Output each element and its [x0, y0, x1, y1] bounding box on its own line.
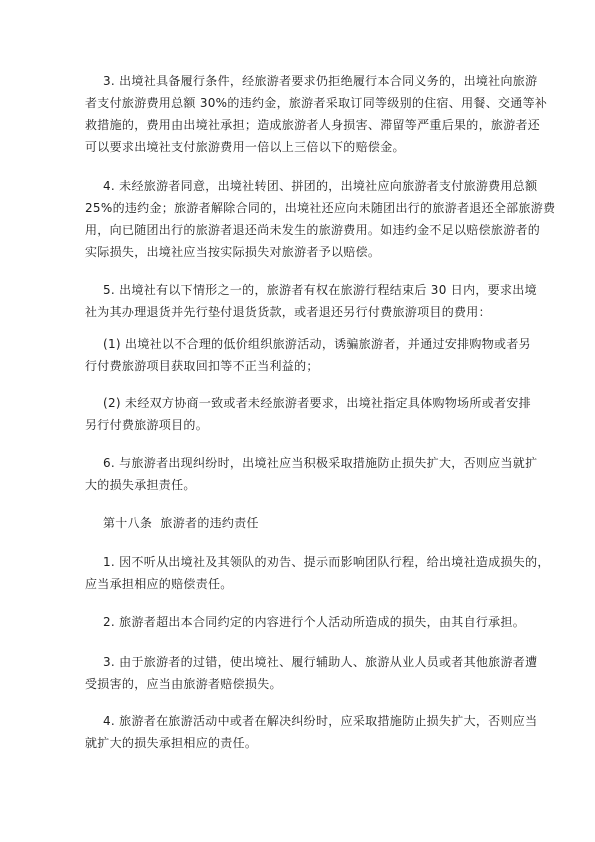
clause-paragraph — [85, 710, 538, 754]
text-line: 行付费旅游项目获取回扣等不正当利益的； — [85, 359, 319, 373]
text-line: 受损害的，应当由旅游者赔偿损失。 — [85, 677, 282, 691]
section-heading-text: 第十八条 旅游者的违约责任 — [103, 516, 259, 530]
text-line: 3. 由于旅游者的过错，使出境社、履行辅助人、旅游从业人员或者其他旅游者遭 — [103, 655, 538, 669]
text-line: (2) 未经双方协商一致或者未经旅游者要求，出境社指定具体购物场所或者安排 — [103, 396, 531, 410]
text-line: 就扩大的损失承担相应的责任。 — [85, 736, 258, 750]
text-line: (1) 出境社以不合理的低价组织旅游活动，诱骗旅游者，并通过安排购物或者另 — [103, 337, 531, 351]
text-line: 应当承担相应的赔偿责任。 — [85, 577, 233, 591]
text-line: 25%的违约金；旅游者解除合同的，出境社还应向未随团出行的旅游者退还全部旅游费 — [85, 201, 556, 215]
clause-paragraph — [85, 452, 538, 496]
clause-paragraph — [85, 651, 538, 695]
clause-paragraph — [85, 611, 525, 633]
text-line: 1. 因不听从出境社及其领队的劝告、提示而影响团队行程，给出境社造成损失的， — [103, 555, 550, 569]
text-line: 救措施的，费用由出境社承担；造成旅游者人身损害、滞留等严重后果的，旅游者还 — [85, 118, 541, 132]
sub-clause-paragraph — [85, 392, 531, 436]
text-line: 4. 未经旅游者同意，出境社转团、拼团的，出境社应向旅游者支付旅游费用总额 — [103, 179, 538, 193]
sub-clause-paragraph — [85, 333, 531, 377]
text-line: 6. 与旅游者出现纠纷时，出境社应当积极采取措施防止损失扩大，否则应当就扩 — [103, 456, 538, 470]
text-line: 大的损失承担责任。 — [85, 478, 196, 492]
clause-paragraph — [85, 279, 537, 323]
text-line: 社为其办理退货并先行垫付退货货款，或者退还另行付费旅游项目的费用： — [85, 305, 491, 319]
text-line: 可以要求出境社支付旅游费用一倍以上三倍以下的赔偿金。 — [85, 140, 405, 154]
clause-paragraph — [85, 70, 548, 158]
section-heading — [85, 512, 525, 534]
text-line: 用，向已随团出行的旅游者退还尚未发生的旅游费用。如违约金不足以赔偿旅游者的 — [85, 223, 541, 237]
clause-paragraph — [85, 551, 550, 595]
text-line: 4. 旅游者在旅游活动中或者在解决纠纷时，应采取措施防止损失扩大，否则应当 — [103, 714, 538, 728]
text-line: 者支付旅游费用总额 30%的违约金，旅游者采取订同等级别的住宿、用餐、交通等补 — [85, 96, 548, 110]
text-line: 实际损失，出境社应当按实际损失对旅游者予以赔偿。 — [85, 245, 381, 259]
text-line: 5. 出境社有以下情形之一的，旅游者有权在旅游行程结束后 30 日内，要求出境 — [103, 283, 537, 297]
text-line: 另行付费旅游项目的。 — [85, 418, 209, 432]
text-line: 3. 出境社具备履行条件，经旅游者要求仍拒绝履行本合同义务的，出境社向旅游 — [103, 74, 538, 88]
text-line: 2. 旅游者超出本合同约定的内容进行个人活动所造成的损失，由其自行承担。 — [103, 615, 526, 629]
clause-paragraph — [85, 175, 556, 263]
